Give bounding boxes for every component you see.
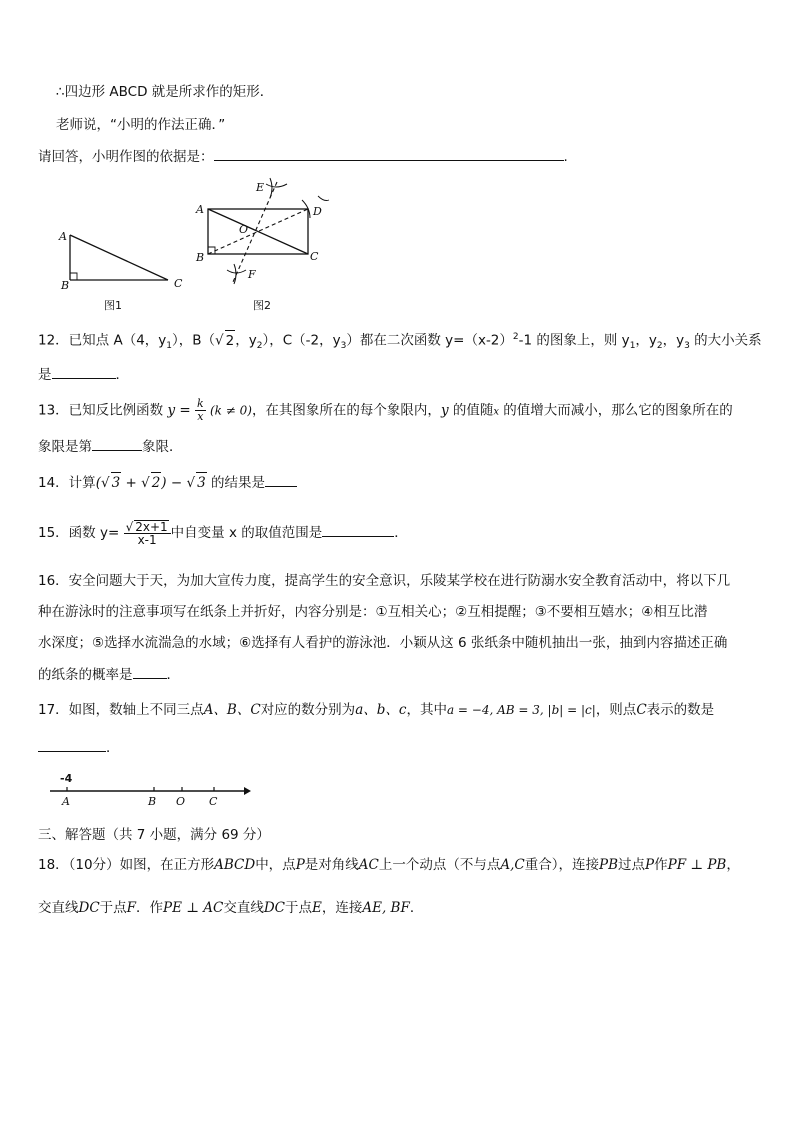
q18-text: 重合），连接 xyxy=(524,857,599,873)
q17-text: ，其中 xyxy=(406,702,447,718)
fig2-label-E: E xyxy=(256,181,265,194)
q15-line xyxy=(38,520,408,546)
answer-blank xyxy=(322,522,394,537)
figure-2 xyxy=(195,178,329,312)
q17-text: 17．如图，数轴上不同三点 xyxy=(38,702,204,718)
figure-1 xyxy=(58,230,183,312)
q17-text: 对应的数分别为 xyxy=(260,702,356,718)
q18-text: ． xyxy=(409,900,424,916)
fig1-label-B: B xyxy=(61,279,70,292)
teacher-remark: 老师说，“小明的作法正确．” xyxy=(56,117,226,133)
q16-line1: 16．安全问题大于天，为加大宣传力度，提高学生的安全意识，乐陵某学校在进行防溺水安全教育活动中，将以下几 xyxy=(38,573,731,589)
q12-line1: 12．已知点 A（4，$y_1$），B（√ 2，$y_2$），C（-2，$y_3$）都在二次函数 $y=(x-2)^2-1$ 的图象上，则 $y_1$，$y_2$，$y_3$ 的大小关系 xyxy=(38,327,762,356)
answer-blank xyxy=(214,146,564,161)
q11-ask: 请回答，小明作图的依据是： xyxy=(38,149,214,165)
q14-text: 14．计算 xyxy=(38,475,96,491)
q18-math: P xyxy=(295,857,305,873)
q14-math: ) xyxy=(161,475,167,491)
numline-label-A: A xyxy=(62,795,70,808)
q18-math: PB xyxy=(599,857,619,873)
q12-sub: 1 xyxy=(629,341,636,352)
q18-text: 作 xyxy=(654,857,668,873)
q18-math: DC xyxy=(263,900,285,916)
fraction-num: √ 2x+1 xyxy=(124,520,171,534)
q14-sqrt: 3 xyxy=(111,472,122,493)
q13-text: 13．已知反比例函数 xyxy=(38,402,164,419)
q15-fraction xyxy=(124,520,171,546)
q13-math: y = xyxy=(167,402,191,419)
fig2-label-F: F xyxy=(248,268,256,281)
fig1-caption: 图1 xyxy=(104,299,122,312)
q18-line2 xyxy=(38,898,423,918)
q13-math: (k ≠ 0) xyxy=(209,403,252,418)
q12-text: 是 xyxy=(38,367,52,383)
q16-text: 的纸条的概率是 xyxy=(38,667,133,683)
q17-math: a、b、c xyxy=(355,702,407,718)
q13-math: x xyxy=(493,406,500,418)
q13-text: 象限是第 xyxy=(38,439,92,455)
q16-line4 xyxy=(38,664,180,685)
q17-text: ，则点 xyxy=(595,702,637,718)
answer-blank xyxy=(133,664,167,679)
section-heading: 三、解答题（共 7 小题，满分 69 分） xyxy=(38,827,270,843)
q17-line1 xyxy=(38,700,714,720)
q18-math: E xyxy=(311,900,322,916)
numline-label-C: C xyxy=(209,795,218,808)
q14-math: ( xyxy=(95,475,101,491)
answer-blank xyxy=(38,737,106,752)
q15-text: 15．函数 y= xyxy=(38,525,120,541)
q12-sub: 1 xyxy=(166,341,173,352)
fig1-label-C: C xyxy=(174,277,183,290)
q13-math: y xyxy=(440,402,449,419)
q18-math: DC xyxy=(78,900,100,916)
q16-line3: 水深度；⑤选择水流湍急的水域；⑥选择有人看护的游泳池．小颖从这 6 张纸条中随机抽出一张，抽到内容描述正确 xyxy=(38,635,728,651)
fraction-num: k xyxy=(197,397,204,410)
numline-label-B: B xyxy=(148,795,157,808)
q18-math: F xyxy=(126,900,137,916)
q17-math: C xyxy=(636,702,647,718)
numline-label-O: O xyxy=(176,795,186,808)
q12-text: ，y xyxy=(235,332,257,349)
fraction-den: x-1 xyxy=(137,533,157,547)
q12-text: -1 的图象上，则 y xyxy=(518,332,630,349)
fig2-label-O: O xyxy=(239,223,249,236)
q13-line1 xyxy=(38,398,733,423)
q11-end: . xyxy=(563,149,568,165)
q12-text: 的大小关系 xyxy=(689,332,762,349)
q12-text: ），C（-2，y xyxy=(262,332,341,349)
q11-question xyxy=(38,146,568,167)
q18-text: 过点 xyxy=(618,857,646,873)
answer-blank xyxy=(92,436,142,451)
fig1-label-A: A xyxy=(59,230,67,243)
q15-text: 中自变量 x 的取值范围是 xyxy=(170,525,323,541)
q12-sqrt: 2 xyxy=(225,330,236,351)
q17-math: A、B、C xyxy=(203,702,261,718)
q12-sup: 2 xyxy=(512,332,519,342)
fig2-label-D: D xyxy=(313,205,322,218)
q14-text: 的结果是 xyxy=(206,475,265,491)
numline-tick-label: -4 xyxy=(60,772,73,785)
q18-math: ABCD xyxy=(214,857,256,873)
fig2-caption: 图2 xyxy=(253,299,271,312)
fig2-label-B: B xyxy=(196,251,205,264)
q18-text: 交直线 xyxy=(38,900,79,916)
number-line-figure xyxy=(46,766,256,808)
q16-line2: 种在游泳时的注意事项写在纸条上并折好，内容分别是：①互相关心；②互相提醒；③不要相互嬉水；④相互比潜 xyxy=(38,604,708,620)
q18-text: 交直线 xyxy=(223,900,264,916)
q18-math: AE, BF xyxy=(362,900,410,916)
q14-math: − xyxy=(166,475,187,491)
q13-end: 象限． xyxy=(142,439,183,455)
q12-text: ，y xyxy=(662,332,685,349)
q12-line2 xyxy=(38,364,129,385)
q13-fraction xyxy=(195,398,206,423)
q18-line1 xyxy=(38,855,740,875)
q18-text: ，连接 xyxy=(321,900,363,916)
q18-text: ， xyxy=(726,857,740,873)
q18-math: PF ⊥ PB xyxy=(667,857,727,873)
q17-text: 表示的数是 xyxy=(646,702,715,718)
q12-sub: 2 xyxy=(256,341,263,352)
q12-sub: 3 xyxy=(684,341,690,352)
q15-sqrt: 2x+1 xyxy=(135,520,168,534)
q17-math: a = −4, AB = 3, |b| = |c| xyxy=(446,703,596,717)
q14-sqrt: 3 xyxy=(196,472,207,493)
q12-end: ． xyxy=(115,367,129,383)
q12-text: ，y xyxy=(635,332,657,349)
q18-math: AC xyxy=(358,857,379,873)
proof-conclusion: ∴四边形 ABCD 就是所求作的矩形． xyxy=(56,84,274,100)
fraction-den: x xyxy=(197,410,204,423)
q18-text: 18．（10分）如图，在正方形 xyxy=(38,857,215,873)
q18-text: 于点 xyxy=(284,900,312,916)
q14-line: 14．计算(√ 3 + √ 2) − √ 3 的结果是 xyxy=(38,472,297,493)
q12-text: 12．已知点 A（4，y xyxy=(38,332,167,349)
q18-text: 中，点 xyxy=(255,857,296,873)
fig2-label-A: A xyxy=(196,203,204,216)
q16-end: ． xyxy=(166,667,180,683)
q18-text: ．作 xyxy=(136,900,164,916)
q13-text: 的值随 xyxy=(448,402,494,419)
fig2-label-C: C xyxy=(310,250,319,263)
figures-1-2 xyxy=(40,172,340,317)
q18-text: 是对角线 xyxy=(304,857,359,873)
q13-text: 的值增大而减小，那么它的图象所在的 xyxy=(499,402,733,419)
q13-line2 xyxy=(38,436,183,457)
q18-math: P xyxy=(645,857,655,873)
q12-text: ），B（ xyxy=(172,332,216,349)
q14-math: + xyxy=(121,475,142,491)
q15-end: ． xyxy=(394,525,408,541)
answer-blank xyxy=(265,472,297,487)
q18-math: A,C xyxy=(500,857,525,873)
q18-text: 上一个动点（不与点 xyxy=(378,857,501,873)
q12-sub: 3 xyxy=(340,341,347,352)
q18-math: PE ⊥ AC xyxy=(163,900,224,916)
answer-blank xyxy=(52,364,116,379)
q12-text: ）都在二次函数 y=（x-2） xyxy=(346,332,513,349)
q14-sqrt: 2 xyxy=(151,472,162,493)
q12-sub: 2 xyxy=(656,341,663,352)
q17-end: ． xyxy=(106,740,120,756)
q18-text: 于点 xyxy=(99,900,127,916)
q17-line2 xyxy=(38,737,120,758)
q13-text: ，在其图象所在的每个象限内， xyxy=(251,402,441,419)
